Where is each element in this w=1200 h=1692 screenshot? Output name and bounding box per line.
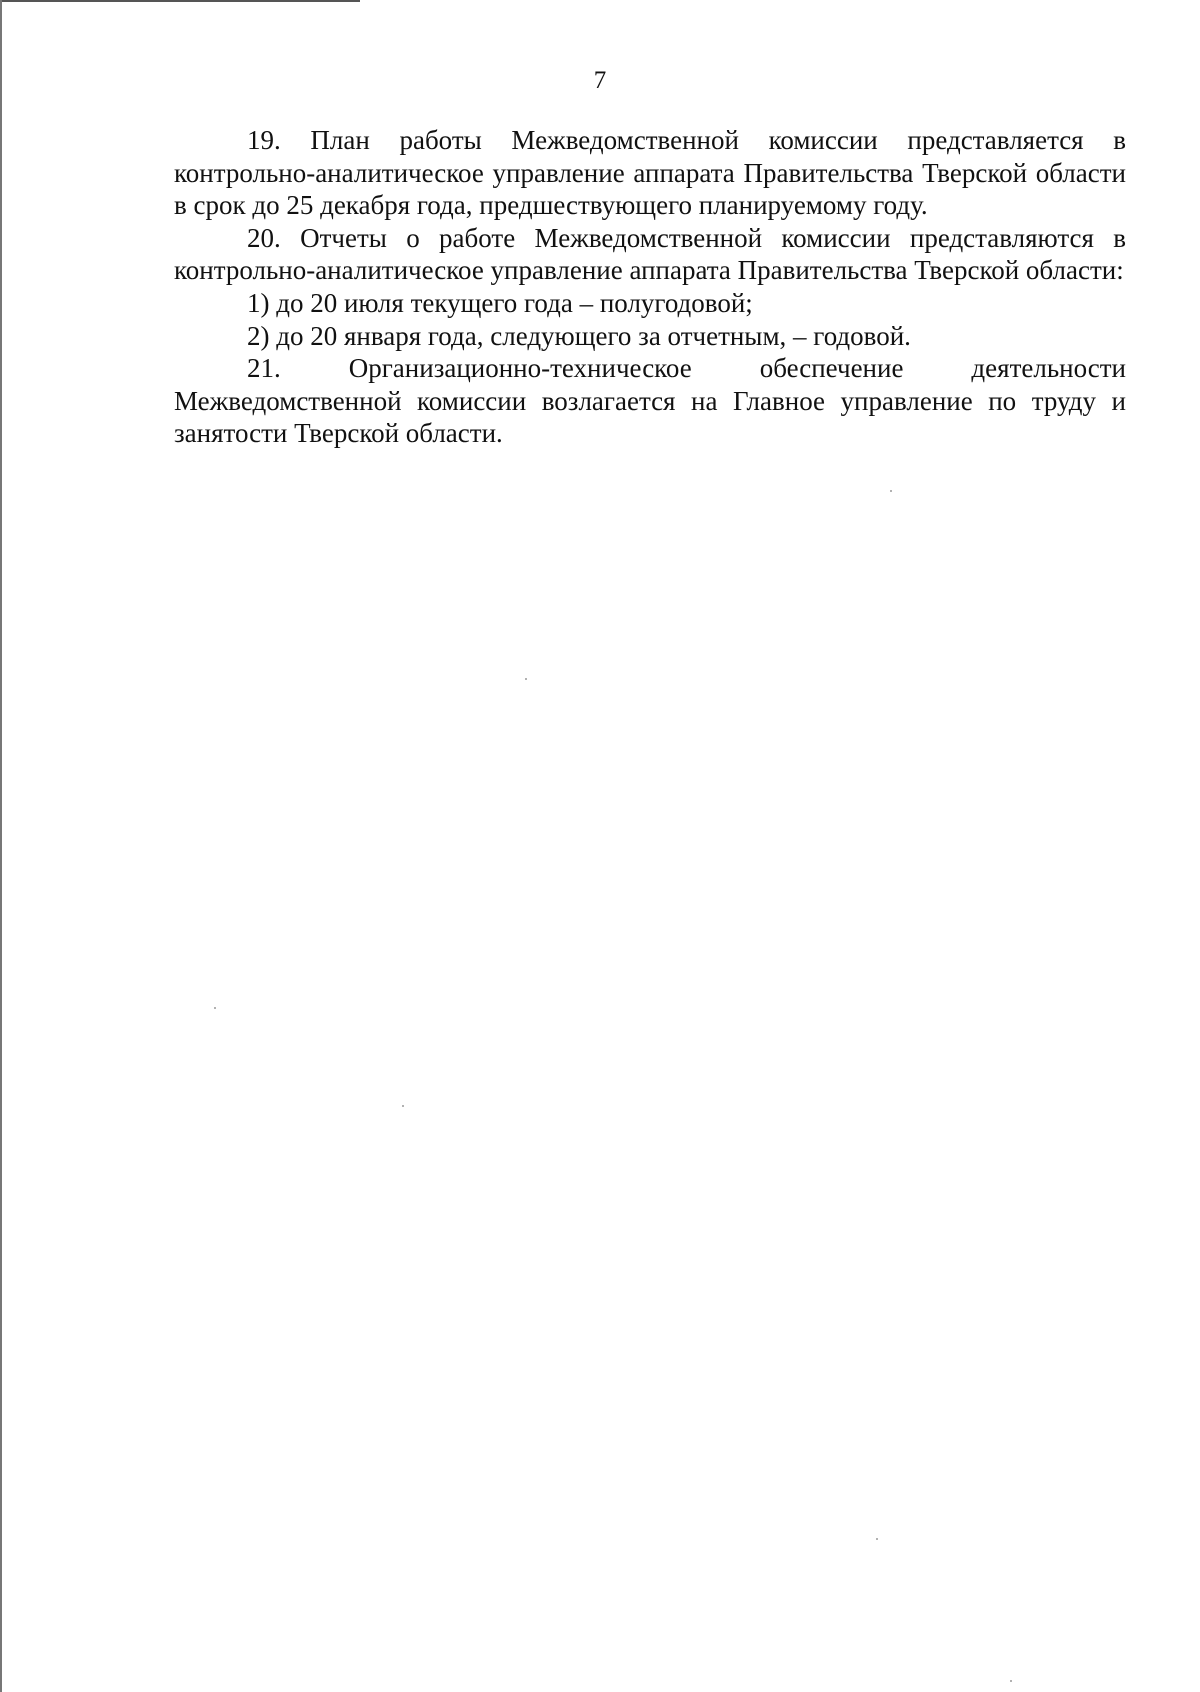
scan-speck — [890, 490, 892, 492]
scan-edge-top — [0, 0, 360, 2]
paragraph-20: 20. Отчеты о работе Межведомственной комиссии представляются в контрольно-аналитическое управление аппарата Правительства Тверской области: — [174, 222, 1126, 286]
scan-speck — [1010, 1680, 1012, 1682]
paragraph-21: 21. Организационно-техническое обеспечение деятельности Межведомственной комиссии возлагается на Главное управление по труду и занятости Тверской области. — [174, 353, 1126, 449]
document-body — [174, 124, 1126, 450]
list-item-2: 2) до 20 января года, следующего за отчетным, – годовой. — [247, 320, 911, 351]
paragraph-19: 19. План работы Межведомственной комиссии представляется в контрольно-аналитическое управление аппарата Правительства Тверской области в срок до 25 декабря года, предшествующего планируемому году. — [174, 125, 1126, 221]
scan-edge-left — [0, 0, 2, 1692]
page-number: 7 — [593, 67, 607, 94]
scan-speck — [214, 1007, 216, 1009]
scan-speck — [876, 1538, 878, 1540]
list-item-1: 1) до 20 июля текущего года – полугодовой; — [247, 287, 753, 318]
scan-speck — [525, 678, 527, 680]
scan-speck — [402, 1105, 404, 1107]
